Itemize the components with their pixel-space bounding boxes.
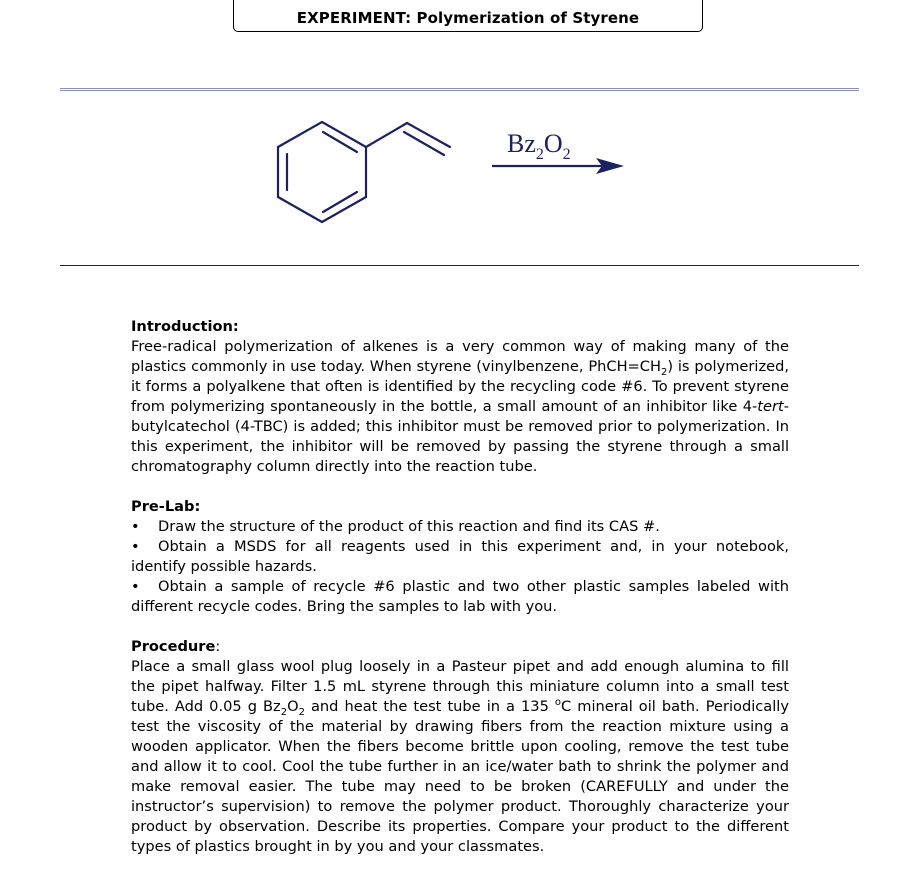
- list-item: • Obtain a sample of recycle #6 plastic and two other plastic samples labeled with different recycle codes. Bring the samples to lab with you.: [131, 578, 789, 615]
- vinyl-bond: [366, 123, 407, 147]
- prelab-heading: Pre-Lab:: [131, 498, 201, 515]
- procedure-section: [131, 637, 789, 857]
- procedure-heading: Procedure:: [131, 638, 221, 655]
- reaction-scheme: [0, 100, 912, 265]
- ring-inner-bond: [323, 192, 357, 212]
- ring-bond: [278, 197, 322, 222]
- prelab-list: [131, 517, 789, 617]
- ring-inner-bond: [323, 132, 357, 152]
- vinyl-bond: [407, 123, 450, 147]
- prelab-section: [131, 497, 789, 617]
- introduction-heading: Introduction:: [131, 318, 239, 335]
- introduction-paragraph: Free-radical polymerization of alkenes is a very common way of making many of the plastics commonly in use today. When styrene (vinylbenzene, $PhCH=CH_2$) is polymerized, it forms a polyalkene that often is identified by the recycling code #6. To prevent styrene from polymerizing spontaneously in the bottle, a small amount of an inhibitor like 4-tert-butylcatechol (4-TBC) is added; this inhibitor must be removed prior to polymerization. In this experiment, the inhibitor will be removed by passing the styrene through a small chromatography column directly into the reaction tube.: [131, 338, 789, 475]
- reagent-label: $Bz_2O_2$: [507, 129, 571, 163]
- list-item: • Draw the structure of the product of this reaction and find its CAS #.: [131, 518, 660, 535]
- reaction-arrow: [492, 158, 624, 174]
- top-divider: [60, 88, 859, 91]
- introduction-section: [131, 317, 789, 477]
- document-body: [131, 317, 789, 877]
- vinyl-double-bond: [404, 132, 444, 155]
- experiment-title: EXPERIMENT: Polymerization of Styrene: [296, 9, 640, 27]
- procedure-paragraph: Place a small glass wool plug loosely in a Pasteur pipet and add enough alumina to fill the pipet halfway. Filter 1.5 mL styrene through this miniature column into a small test tube. Add 0.05 g $Bz_2O_2$ and heat the test tube in a 135 $^o$C mineral oil bath. Periodically test the viscosity of the material by drawing fibers from the reaction mixture using a wooden applicator. When the fibers become brittle upon cooling, remove the test tube and allow it to cool. Cool the tube further in an ice/water bath to shrink the polymer and make removal easier. The tube may need to be broken (CAREFULLY and under the instructor’s supervision) to remove the polymer product. Thoroughly characterize your product by observation. Describe its properties. Compare your product to the different types of plastics brought in by you and your classmates.: [131, 658, 789, 855]
- ring-bond: [278, 122, 322, 147]
- list-item: • Obtain a MSDS for all reagents used in this experiment and, in your notebook, identify possible hazards.: [131, 538, 789, 575]
- bottom-divider: [60, 265, 859, 266]
- experiment-title-box: [233, 0, 703, 32]
- styrene-structure: [278, 122, 450, 222]
